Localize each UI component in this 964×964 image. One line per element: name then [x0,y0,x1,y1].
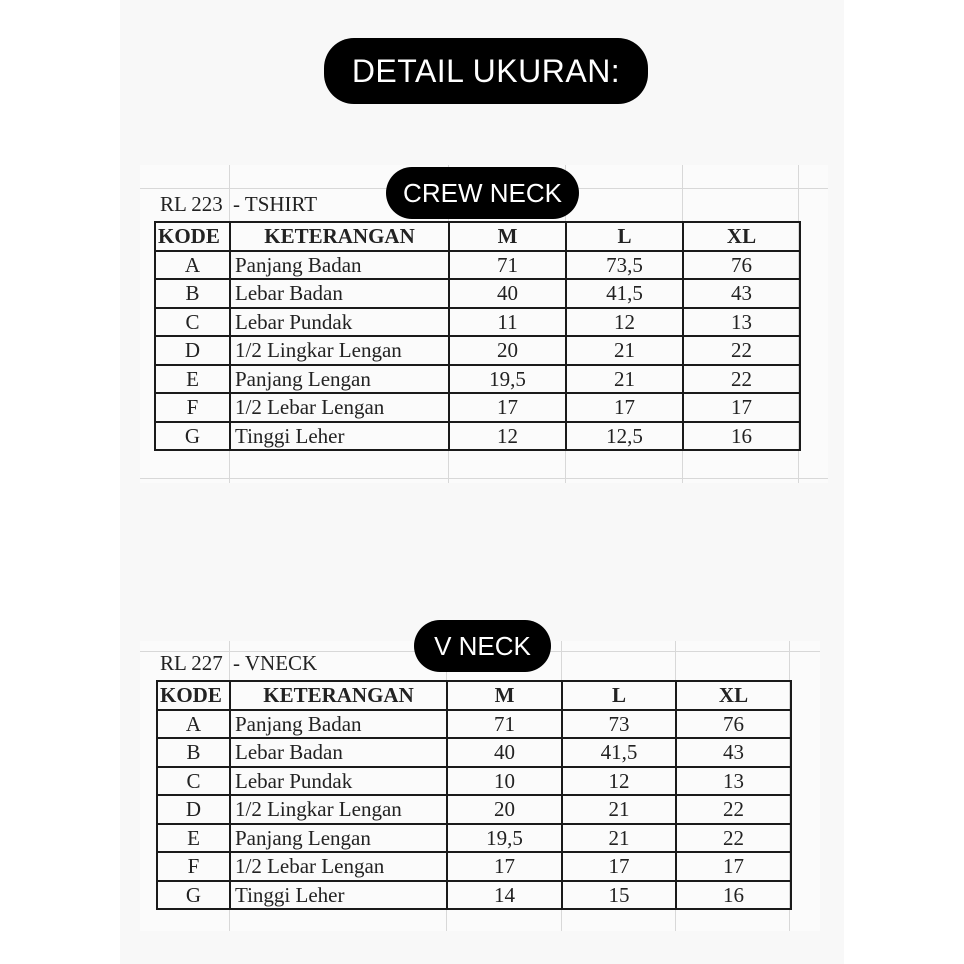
size-table-crew-neck [154,221,801,451]
cell-xl: 16 [683,422,800,451]
cell-m: 19,5 [449,365,566,394]
column-header-kode: KODE [155,222,230,251]
cell-keterangan: Lebar Pundak [230,308,449,337]
cell-m: 71 [449,251,566,280]
cell-keterangan: 1/2 Lebar Lengan [230,852,447,881]
cell-kode: E [157,824,230,853]
cell-xl: 13 [676,767,791,796]
cell-m: 17 [449,393,566,422]
crew-neck-product-name: - TSHIRT [233,192,318,216]
cell-keterangan: 1/2 Lingkar Lengan [230,336,449,365]
size-table-v-neck [156,680,792,910]
table-row [155,393,800,422]
cell-keterangan: Lebar Badan [230,279,449,308]
cell-xl: 22 [683,336,800,365]
cell-keterangan: Tinggi Leher [230,422,449,451]
page-title: DETAIL UKURAN: [324,38,648,104]
v-neck-product-code: RL 227 [160,651,223,675]
cell-kode: E [155,365,230,394]
cell-l: 15 [562,881,676,910]
cell-kode: D [157,795,230,824]
cell-xl: 76 [683,251,800,280]
cell-l: 41,5 [562,738,676,767]
cell-l: 21 [566,365,683,394]
column-header-m: M [449,222,566,251]
cell-keterangan: Lebar Badan [230,738,447,767]
column-header-m: M [447,681,562,710]
cell-kode: C [155,308,230,337]
column-header-l: L [566,222,683,251]
table-row [155,422,800,451]
cell-m: 19,5 [447,824,562,853]
cell-m: 11 [449,308,566,337]
column-header-keterangan: KETERANGAN [230,681,447,710]
cell-m: 17 [447,852,562,881]
column-header-xl: XL [683,222,800,251]
cell-keterangan: Lebar Pundak [230,767,447,796]
cell-kode: G [155,422,230,451]
cell-xl: 22 [676,824,791,853]
cell-xl: 17 [683,393,800,422]
table-row [155,365,800,394]
cell-xl: 22 [683,365,800,394]
cell-xl: 76 [676,710,791,739]
cell-l: 21 [562,824,676,853]
cell-keterangan: Panjang Badan [230,251,449,280]
cell-xl: 17 [676,852,791,881]
cell-kode: C [157,767,230,796]
cell-xl: 43 [676,738,791,767]
table-header-row [155,222,800,251]
cell-kode: B [155,279,230,308]
cell-l: 17 [566,393,683,422]
cell-kode: A [157,710,230,739]
cell-m: 20 [447,795,562,824]
cell-keterangan: 1/2 Lebar Lengan [230,393,449,422]
column-header-xl: XL [676,681,791,710]
cell-xl: 22 [676,795,791,824]
cell-l: 12 [562,767,676,796]
cell-keterangan: Panjang Badan [230,710,447,739]
column-header-keterangan: KETERANGAN [230,222,449,251]
v-neck-product-name: - VNECK [233,651,318,675]
table-header-row [157,681,791,710]
crew-neck-product-code: RL 223 [160,192,223,216]
cell-kode: F [157,852,230,881]
cell-xl: 13 [683,308,800,337]
cell-kode: A [155,251,230,280]
table-row [155,336,800,365]
cell-m: 40 [449,279,566,308]
cell-m: 14 [447,881,562,910]
cell-m: 20 [449,336,566,365]
v-neck-badge: V NECK [414,620,551,672]
cell-keterangan: 1/2 Lingkar Lengan [230,795,447,824]
column-header-l: L [562,681,676,710]
table-row [157,824,791,853]
cell-l: 21 [566,336,683,365]
cell-keterangan: Panjang Lengan [230,365,449,394]
table-row [157,795,791,824]
cell-l: 73 [562,710,676,739]
table-row [157,881,791,910]
cell-keterangan: Tinggi Leher [230,881,447,910]
cell-l: 17 [562,852,676,881]
cell-xl: 43 [683,279,800,308]
cell-kode: G [157,881,230,910]
cell-m: 40 [447,738,562,767]
crew-neck-badge: CREW NECK [386,167,579,219]
table-row [157,767,791,796]
table-row [155,279,800,308]
table-row [157,710,791,739]
column-header-kode: KODE [157,681,230,710]
cell-kode: F [155,393,230,422]
cell-l: 12,5 [566,422,683,451]
cell-l: 41,5 [566,279,683,308]
table-row [155,251,800,280]
cell-xl: 16 [676,881,791,910]
cell-l: 73,5 [566,251,683,280]
table-row [157,738,791,767]
cell-m: 71 [447,710,562,739]
cell-l: 21 [562,795,676,824]
cell-l: 12 [566,308,683,337]
table-row [155,308,800,337]
cell-keterangan: Panjang Lengan [230,824,447,853]
cell-m: 12 [449,422,566,451]
cell-kode: D [155,336,230,365]
cell-kode: B [157,738,230,767]
table-row [157,852,791,881]
cell-m: 10 [447,767,562,796]
